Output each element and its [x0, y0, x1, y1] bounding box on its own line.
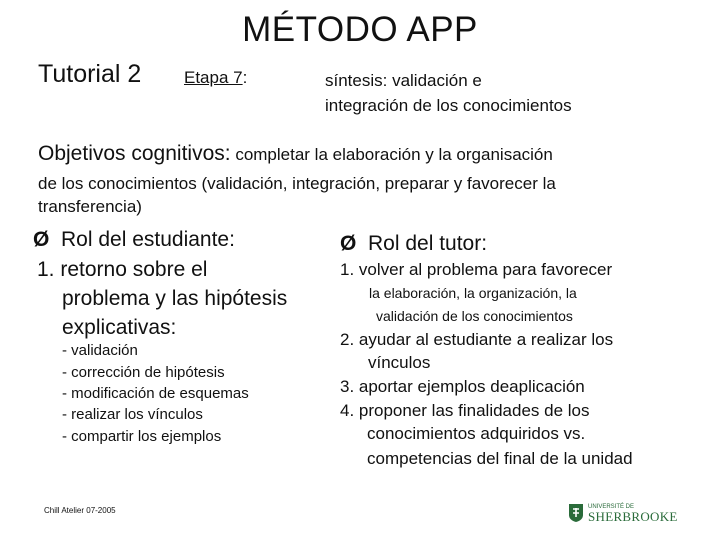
tutor-line: validación de los conocimientos [376, 308, 573, 324]
objetivos-label: Objetivos cognitivos: [38, 142, 231, 165]
estudiante-item-1-line-2: problema y las hipótesis [62, 287, 288, 310]
tutor-line: 4. proponer las finalidades de los [340, 401, 590, 420]
sintesis-line-2: integración de los conocimientos [325, 96, 572, 115]
sintesis-line-1: síntesis: validación e [325, 71, 482, 90]
tutor-heading-text: Rol del tutor: [368, 232, 488, 255]
tutor-line: 2. ayudar al estudiante a realizar los [340, 330, 614, 349]
estudiante-subitem: - realizar los vínculos [62, 406, 203, 423]
estudiante-subitem: - compartir los ejemplos [62, 428, 222, 445]
shield-icon [568, 503, 584, 523]
tutor-line: 1. volver al problema para favorecer [340, 260, 613, 279]
university-logo [568, 500, 678, 526]
tutor-line: 3. aportar ejemplos deaplicación [340, 377, 585, 396]
estudiante-item-1: 1. retorno sobre el [37, 258, 208, 281]
footer-credit: Chill Atelier 07-2005 [44, 506, 116, 515]
estudiante-item-1-line-3: explicativas: [62, 316, 177, 339]
arrow-bullet-icon: Ø [340, 232, 357, 255]
objetivos-line-3: transferencia) [38, 197, 142, 216]
objetivos-text: completar la elaboración y la organisación [230, 145, 553, 164]
page-title: MÉTODO APP [242, 10, 478, 49]
tutor-line: conocimientos adquiridos vs. [367, 424, 586, 443]
logo-big-text: SHERBROOKE [588, 508, 678, 524]
estudiante-heading-text: Rol del estudiante: [61, 228, 235, 251]
tutor-line: vínculos [368, 353, 431, 372]
etapa-label [184, 68, 247, 88]
logo-text [588, 504, 678, 523]
tutorial-label: Tutorial 2 [38, 60, 142, 88]
tutor-line: competencias del final de la unidad [367, 449, 633, 468]
sintesis-text [325, 68, 572, 118]
estudiante-heading [33, 228, 235, 252]
logo-small-text: UNIVERSITÉ DE [588, 503, 635, 510]
objetivos-continuation [38, 172, 556, 218]
estudiante-subitem: - modificación de esquemas [62, 385, 249, 402]
etapa-colon: : [242, 68, 248, 87]
etapa-label-text: Etapa 7 [184, 68, 243, 87]
objetivos-line-2: de los conocimientos (validación, integración, preparar y favorecer la [38, 174, 556, 193]
objetivos-line-1 [38, 142, 553, 166]
arrow-bullet-icon: Ø [33, 228, 50, 251]
tutor-heading [340, 232, 487, 256]
estudiante-subitem: - corrección de hipótesis [62, 364, 225, 381]
tutor-line: la elaboración, la organización, la [369, 285, 577, 301]
estudiante-subitem: - validación [62, 342, 138, 359]
